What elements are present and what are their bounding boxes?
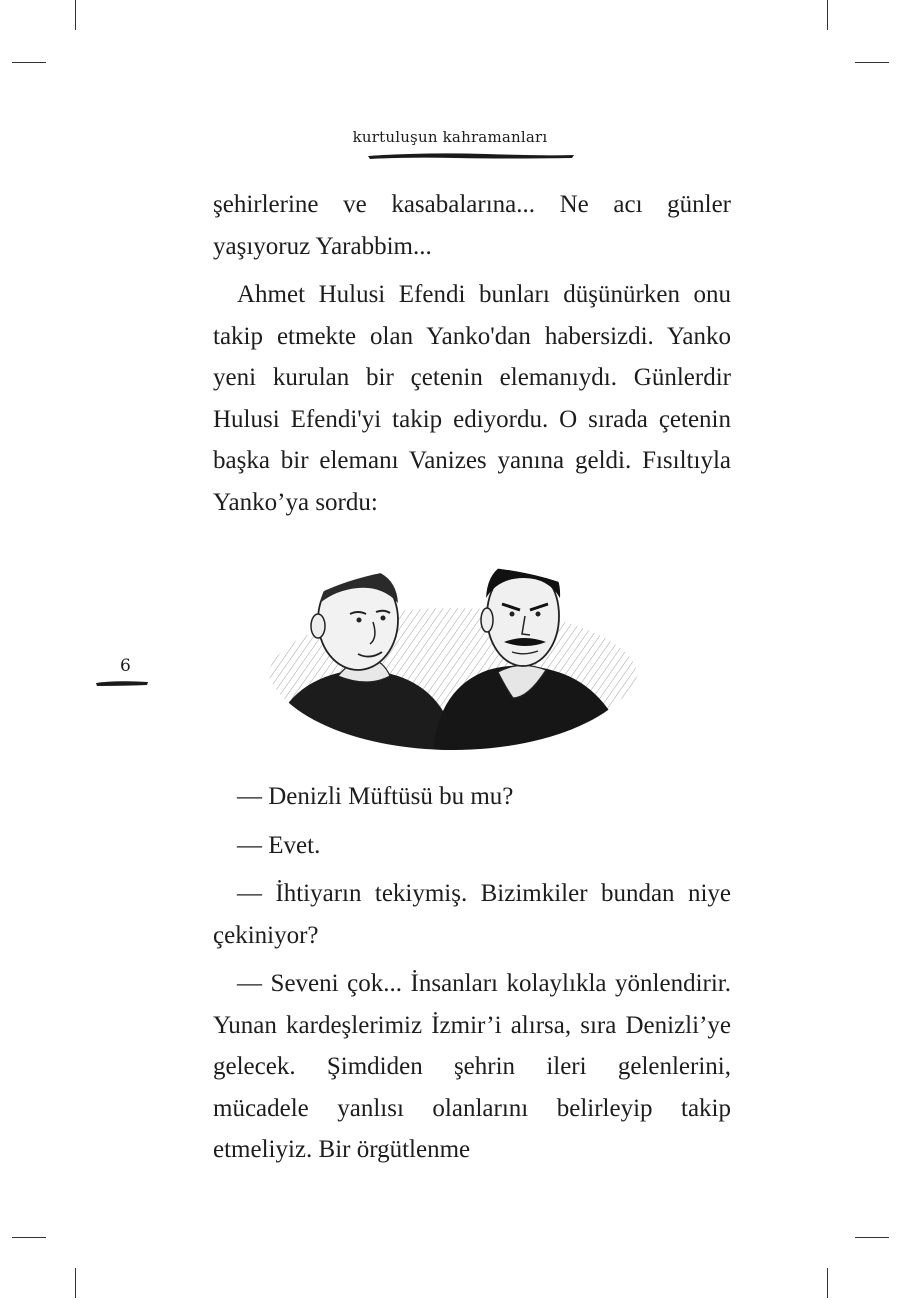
crop-mark bbox=[12, 62, 46, 63]
paragraph: Ahmet Hulusi Efendi bunları düşünürken onu takip etmekte olan Yanko'dan habersizdi. Yanko yeni kurulan bir çetenin elemanıydı. Günlerdir Hulusi Efendi'yi takip ediyordu. O sırada çetenin başka bir elemanı Vanizes yanına geldi. Fısıltıyla Yanko’ya sordu: bbox=[213, 281, 731, 516]
text-block-upper bbox=[213, 184, 731, 523]
dialogue-line: — Seveni çok... İnsanları kolaylıkla yönlendirir. Yunan kardeşlerimiz İzmir’i alırsa, sıra Denizli’ye gelecek. Şimdiden şehrin ileri gelenlerini, mücadele yanlısı olanlarını belirleyip takip etmeliyiz. Bir örgütlenme bbox=[213, 970, 731, 1163]
brush-rule bbox=[94, 678, 150, 688]
crop-mark bbox=[855, 62, 889, 63]
brush-rule bbox=[366, 150, 576, 162]
running-head: kurtuluşun kahramanları bbox=[352, 128, 548, 146]
text-block-lower bbox=[213, 776, 731, 1171]
illustration-two-men bbox=[258, 548, 648, 753]
paragraph: şehirlerine ve kasabalarına... Ne acı günler yaşıyoruz Yarabbim... bbox=[213, 191, 731, 260]
crop-mark bbox=[855, 1237, 889, 1238]
dialogue-line: — Denizli Müftüsü bu mu? bbox=[237, 783, 514, 810]
crop-mark bbox=[827, 0, 828, 30]
crop-mark bbox=[12, 1237, 46, 1238]
crop-mark bbox=[75, 0, 76, 30]
crop-mark bbox=[75, 1268, 76, 1298]
dialogue-line: — İhtiyarın tekiymiş. Bizimkiler bundan niye çekiniyor? bbox=[213, 880, 731, 949]
dialogue-line: — Evet. bbox=[237, 831, 321, 859]
page-number: 6 bbox=[120, 656, 131, 676]
crop-mark bbox=[827, 1268, 828, 1298]
